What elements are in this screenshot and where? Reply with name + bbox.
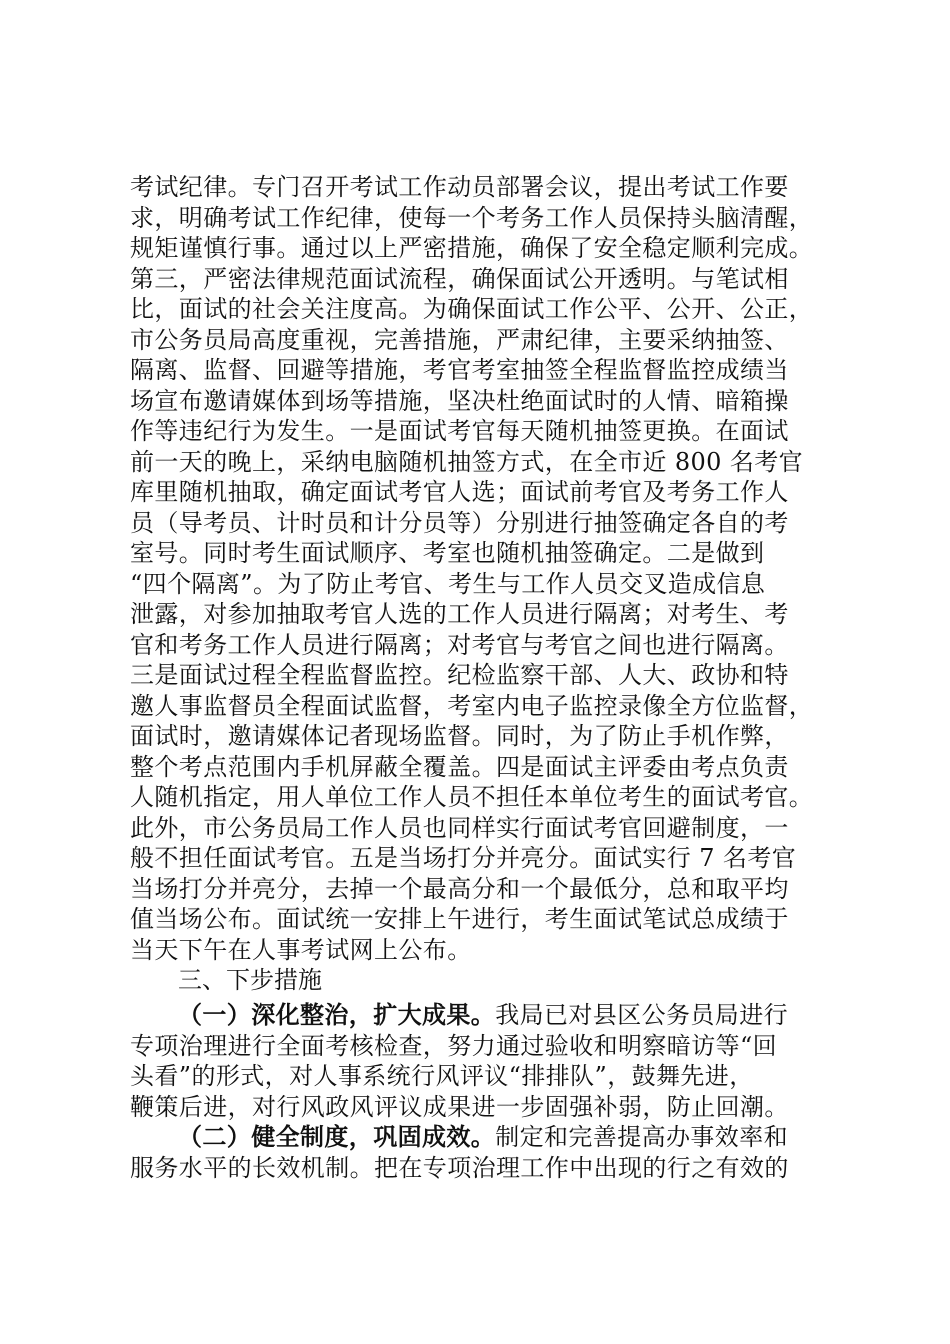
measure-item-2-title: （二）健全制度，巩固成效。 bbox=[178, 1123, 496, 1151]
body-line: 规矩谨慎行事。通过以上严密措施，确保了安全稳定顺利完成。 bbox=[130, 234, 814, 262]
measure-item-1-line: 鞭策后进，对行风政风评议成果进一步固强补弱，防止回潮。 bbox=[130, 1092, 789, 1121]
body-line: 第三，严密法律规范面试流程，确保面试公开透明。与笔试相 bbox=[130, 264, 789, 293]
body-line: 当场打分并亮分，去掉一个最高分和一个最低分，总和取平均 bbox=[130, 874, 789, 903]
body-line: 作等违纪行为发生。一是面试考官每天随机抽签更换。在面试 bbox=[130, 417, 789, 445]
body-line: 求，明确考试工作纪律，使每一个考务工作人员保持头脑清醒， bbox=[130, 203, 814, 232]
body-line: 此外，市公务员局工作人员也同样实行面试考官回避制度，一 bbox=[130, 813, 789, 842]
body-line: 官和考务工作人员进行隔离；对考官与考官之间也进行隔离。 bbox=[130, 630, 789, 659]
measure-item-2-first-line bbox=[130, 1122, 834, 1153]
body-line: 市公务员局高度重视，完善措施，严肃纪律，主要采纳抽签、 bbox=[130, 325, 789, 354]
body-line: 比，面试的社会关注度高。为确保面试工作公平、公开、公正， bbox=[130, 295, 814, 323]
measure-item-1-lead: 我局已对县区公务员局进行 bbox=[495, 1001, 789, 1029]
body-line: 面试时，邀请媒体记者现场监督。同时，为了防止手机作弊， bbox=[130, 722, 789, 750]
measure-item-1-line: 专项治理进行全面考核检查，努力通过验收和明察暗访等“回 bbox=[130, 1031, 778, 1060]
body-line: 考试纪律。专门召开考试工作动员部署会议，提出考试工作要 bbox=[130, 173, 789, 201]
body-line: 值当场公布。面试统一安排上午进行，考生面试笔试总成绩于 bbox=[130, 905, 789, 933]
body-line: 般不担任面试考官。五是当场打分并亮分。面试实行 7 名考官 bbox=[130, 844, 797, 872]
body-line: 隔离、监督、回避等措施，考官考室抽签全程监督监控成绩当 bbox=[130, 356, 789, 384]
measure-item-1-title: （一）深化整治，扩大成果。 bbox=[178, 1001, 496, 1029]
section-heading-text: 三、下步措施 bbox=[178, 966, 322, 994]
measure-item-1 bbox=[130, 1000, 834, 1122]
body-paragraph bbox=[130, 172, 834, 965]
body-line: 员（导考员、计时员和计分员等）分别进行抽签确定各自的考 bbox=[130, 508, 789, 537]
body-line: 人随机指定，用人单位工作人员不担任本单位考生的面试考官。 bbox=[130, 783, 814, 811]
body-line: 场宣布邀请媒体到场等措施，坚决杜绝面试时的人情、暗箱操 bbox=[130, 386, 789, 415]
body-line: 三是面试过程全程监督监控。纪检监察干部、人大、政协和特 bbox=[130, 661, 789, 689]
body-line: 当天下午在人事考试网上公布。 bbox=[130, 935, 472, 964]
body-line: 泄露，对参加抽取考官人选的工作人员进行隔离；对考生、考 bbox=[130, 600, 789, 628]
measure-item-1-first-line bbox=[130, 1000, 834, 1031]
measure-item-2 bbox=[130, 1122, 834, 1183]
body-line: 前一天的晚上，采纳电脑随机抽签方式，在全市近 800 名考官 bbox=[130, 447, 804, 476]
body-line: 整个考点范围内手机屏蔽全覆盖。四是面试主评委由考点负责 bbox=[130, 752, 789, 781]
body-line: 室号。同时考生面试顺序、考室也随机抽签确定。二是做到 bbox=[130, 539, 765, 567]
body-line: 邀人事监督员全程面试监督，考室内电子监控录像全方位监督， bbox=[130, 691, 814, 720]
body-line: “四个隔离”。为了防止考官、考生与工作人员交叉造成信息 bbox=[130, 569, 766, 598]
measure-item-2-line: 服务水平的长效机制。把在专项治理工作中出现的行之有效的 bbox=[130, 1153, 789, 1182]
section-heading bbox=[178, 965, 834, 996]
measure-item-1-line: 头看”的形式，对人事系统行风评议“排排队”，鼓舞先进， bbox=[130, 1062, 754, 1090]
body-line: 库里随机抽取，确定面试考官人选；面试前考官及考务工作人 bbox=[130, 478, 789, 506]
measure-item-2-lead: 制定和完善提高办事效率和 bbox=[495, 1123, 789, 1151]
